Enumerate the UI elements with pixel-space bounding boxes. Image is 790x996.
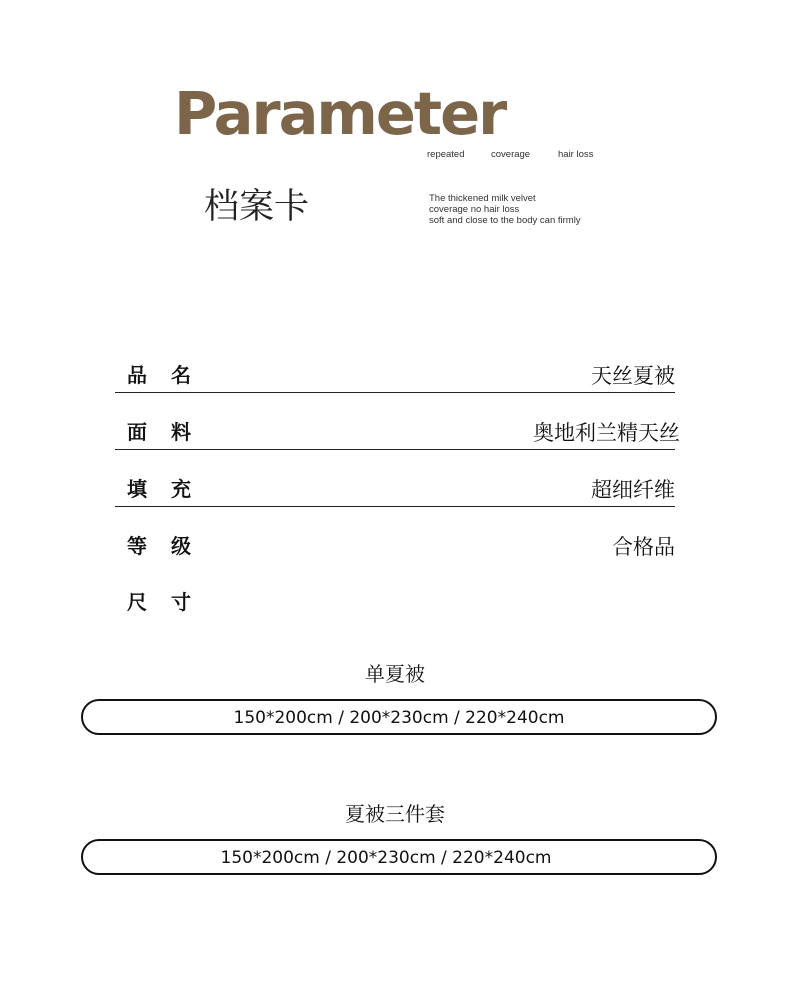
param-row-name [115, 360, 675, 393]
param-label: 等级 [127, 534, 215, 558]
param-value: 奥地利兰精天丝 [533, 421, 680, 445]
size-dimensions-text: 150*200cm / 200*230cm / 220*240cm [220, 848, 552, 868]
param-label: 面料 [127, 420, 215, 444]
param-row-fabric [115, 417, 680, 450]
page-subtitle: 档案卡 [204, 187, 310, 227]
param-label: 尺寸 [127, 590, 215, 614]
description-line: The thickened milk velvet [429, 193, 536, 204]
param-row-grade [115, 531, 675, 563]
param-row-size [115, 587, 675, 619]
size-dimensions-pill [81, 839, 717, 875]
size-group-title: 单夏被 [365, 662, 425, 686]
size-dimensions-pill [81, 699, 717, 735]
description-block [429, 193, 581, 226]
param-value: 合格品 [612, 535, 675, 559]
description-line: soft and close to the body can firmly [429, 215, 581, 226]
param-value: 天丝夏被 [591, 364, 675, 388]
page-title: Parameter [174, 79, 506, 148]
tag-repeated: repeated [427, 149, 465, 160]
tag-coverage: coverage [491, 149, 531, 160]
description-line: coverage no hair loss [429, 204, 520, 215]
param-value: 超细纤维 [591, 478, 675, 502]
param-label: 填充 [127, 477, 215, 501]
size-group-title: 夏被三件套 [345, 802, 445, 826]
size-dimensions-text: 150*200cm / 200*230cm / 220*240cm [233, 708, 565, 728]
param-row-filling [115, 474, 675, 507]
tag-hair-loss: hair loss [558, 149, 594, 160]
param-label: 品名 [127, 363, 215, 387]
